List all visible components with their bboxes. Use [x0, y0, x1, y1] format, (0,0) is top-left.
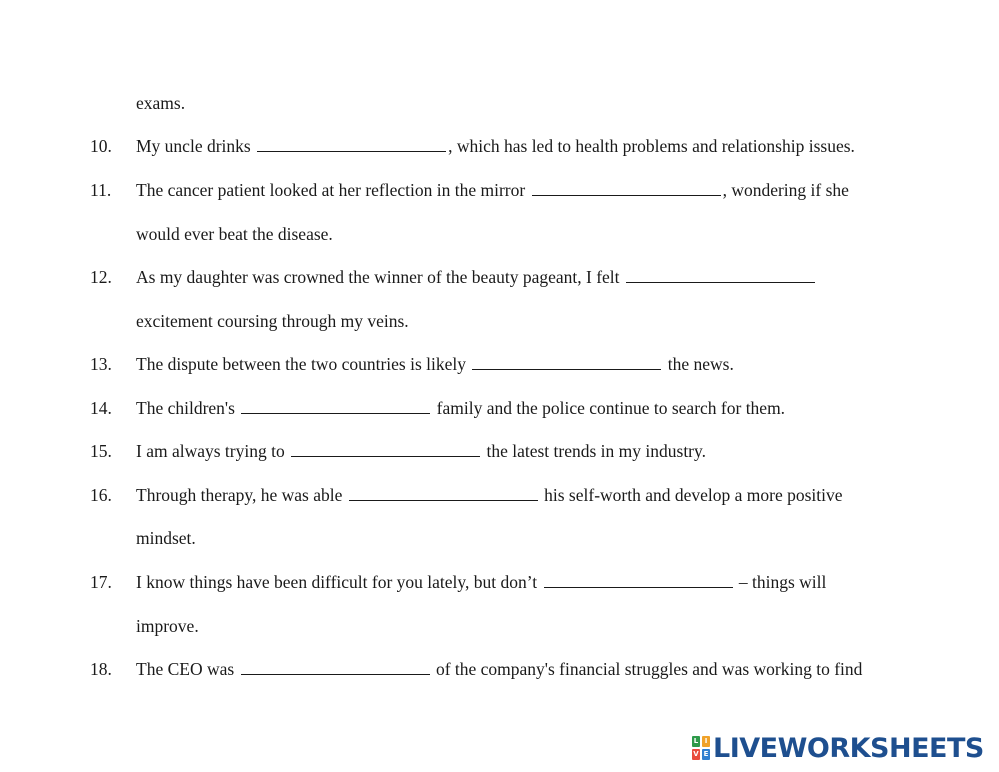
logo-mark-letter: E [703, 750, 709, 758]
question-number: 16. [90, 485, 112, 505]
answer-blank[interactable] [544, 572, 733, 588]
text-before-blank: The CEO was [136, 659, 235, 679]
answer-blank[interactable] [626, 267, 815, 283]
question-number: 13. [90, 354, 112, 374]
question-number: 14. [90, 398, 112, 418]
logo-mark-icon [692, 736, 710, 760]
logo-mark-letter: V [693, 750, 699, 758]
question-text [136, 135, 855, 157]
question-text [136, 266, 817, 288]
answer-blank[interactable] [241, 398, 430, 414]
liveworksheets-logo [692, 733, 984, 763]
question-text [136, 484, 843, 506]
text-after-blank: the latest trends in my industry. [486, 441, 706, 461]
question-text [136, 397, 785, 419]
question-text [136, 353, 734, 375]
text-after-blank: his self-worth and develop a more positive [544, 485, 843, 505]
question-text-continuation: excitement coursing through my veins. [136, 311, 409, 331]
answer-blank[interactable] [241, 659, 430, 675]
question-number: 12. [90, 267, 112, 287]
question-text [136, 179, 849, 201]
answer-blank[interactable] [532, 180, 721, 196]
question-number: 11. [90, 180, 112, 200]
answer-blank[interactable] [349, 485, 538, 501]
text-before-blank: The cancer patient looked at her reflection in the mirror [136, 180, 526, 200]
question-text-continuation: would ever beat the disease. [136, 224, 333, 244]
question-text [136, 440, 706, 462]
text-after-blank: , which has led to health problems and relationship issues. [448, 136, 855, 156]
item-text: exams. [136, 93, 186, 113]
text-before-blank: I am always trying to [136, 441, 285, 461]
question-text-continuation: improve. [136, 616, 199, 636]
text-after-blank: family and the police continue to search for them. [436, 398, 786, 418]
question-number: 10. [90, 136, 112, 156]
text-before-blank: Through therapy, he was able [136, 485, 343, 505]
answer-blank[interactable] [472, 354, 661, 370]
question-number: 18. [90, 659, 112, 679]
text-after-blank: – things will [738, 572, 827, 592]
text-before-blank: My uncle drinks [136, 136, 251, 156]
question-number: 15. [90, 441, 112, 461]
logo-mark-letter: I [702, 736, 710, 747]
question-text [136, 571, 826, 593]
text-before-blank: As my daughter was crowned the winner of the beauty pageant, I felt [136, 267, 620, 287]
text-after-blank: , wondering if she [722, 180, 849, 200]
text-before-blank: The dispute between the two countries is likely [136, 354, 466, 374]
answer-blank[interactable] [257, 136, 446, 152]
text-after-blank: the news. [667, 354, 734, 374]
text-before-blank: The children's [136, 398, 235, 418]
logo-text: LIVEWORKSHEETS [713, 732, 984, 764]
question-text-continuation: mindset. [136, 528, 196, 548]
text-before-blank: I know things have been difficult for you lately, but don’t [136, 572, 538, 592]
text-after-blank: of the company's financial struggles and was working to find [435, 659, 863, 679]
question-number: 17. [90, 572, 112, 592]
logo-mark-letter: L [693, 737, 699, 745]
answer-blank[interactable] [291, 441, 480, 457]
question-text [136, 658, 862, 680]
